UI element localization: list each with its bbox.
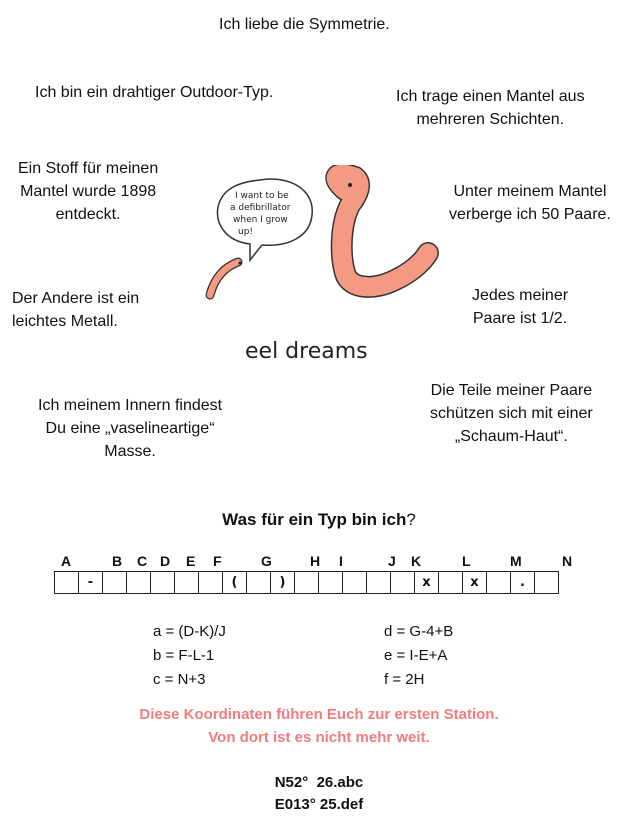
formulas-right [384,620,453,692]
formula-d: d = G-4+B [384,623,454,640]
eel-comic [200,165,440,370]
formula-e: e = I-E+A [384,647,448,664]
speech-line: a defibrillator [230,203,291,213]
clue-line: Der Andere ist ein [12,290,140,307]
hint-line-2: Von dort ist es nicht mehr weit. [208,729,430,746]
coordinate-north: N52° 26.abc [274,774,364,791]
grid-cell [367,572,391,594]
formula-b: b = F-L-1 [153,647,215,664]
letter-label: L [462,553,471,569]
clue-line: Masse. [104,443,156,460]
letter-label: N [562,553,573,569]
clue-line: Paare ist 1/2. [472,310,568,327]
speech-bubble [217,179,312,260]
clue-line: Mantel wurde 1898 [20,183,157,200]
clue-line: leichtes Metall. [12,313,118,330]
hint-line-1: Diese Koordinaten führen Euch zur ersten Station. [139,706,499,723]
speech-line: I want to be [235,191,289,201]
clue-foam [430,379,593,448]
clue-line: verberge ich 50 Paare. [449,206,611,223]
comic-caption: eel dreams [245,339,368,364]
big-eel [336,174,428,287]
grid-cell [343,572,367,594]
grid-cell [127,572,151,594]
grid-cell [199,572,223,594]
clue-vaseline [38,394,222,463]
grid-cell [439,572,463,594]
clue-line: mehreren Schichten. [416,111,565,128]
clue-line: Unter meinem Mantel [453,183,607,200]
clue-line: „Schaum-Haut“. [454,428,568,445]
grid-cell [319,572,343,594]
speech-line: when I grow [233,215,288,225]
formula-a: a = (D-K)/J [153,623,226,640]
grid-cell [247,572,271,594]
clue-half [472,284,568,330]
letter-label: F [213,553,222,569]
letter-label: H [310,553,321,569]
clue-discovered [18,157,158,226]
letter-label: G [261,553,272,569]
speech-line: up! [238,227,254,237]
page-title [0,508,638,531]
clue-pairs [449,180,611,226]
formula-c: c = N+3 [153,671,206,688]
letter-label: A [61,553,72,569]
grid-cell: ) [271,572,295,594]
clue-line: Die Teile meiner Paare [430,382,593,399]
clue-line: entdeckt. [55,206,121,223]
grid-cell: x [463,572,487,594]
grid-cell: . [511,572,535,594]
grid-cell [391,572,415,594]
clue-line: Ich trage einen Mantel aus [396,88,585,105]
letter-label: M [510,553,522,569]
grid-row [55,572,559,594]
letter-label: E [186,553,196,569]
grid-cell [55,572,79,594]
grid-cell [151,572,175,594]
formulas-left [153,620,226,692]
title-mark: ? [406,510,416,529]
grid-cell: - [79,572,103,594]
grid-cell [487,572,511,594]
letter-label: J [388,553,396,569]
letter-label: D [160,553,171,569]
clue-line: Ein Stoff für meinen [18,160,159,177]
clue-symmetry: Ich liebe die Symmetrie. [219,16,390,33]
clue-line: Jedes meiner [472,287,569,304]
coordinate-east: E013° 25.def [274,796,364,813]
grid-cell [103,572,127,594]
clue-coat-layers [396,85,585,131]
small-eel [210,262,242,296]
grid-cell [535,572,559,594]
clue-line: schützen sich mit einer [430,405,593,422]
letter-label: B [112,553,123,569]
grid-cell [295,572,319,594]
clue-line: Du eine „vaselineartige“ [45,420,215,437]
clue-light-metal [12,287,139,333]
letter-label: I [339,553,343,569]
grid-cell: x [415,572,439,594]
clue-outdoor: Ich bin ein drahtiger Outdoor-Typ. [35,84,274,101]
grid-cell [175,572,199,594]
letter-label: C [137,553,148,569]
answer-grid [54,571,559,594]
title-text: Was für ein Typ bin ich [222,510,407,529]
grid-cell: ( [223,572,247,594]
letter-label: K [411,553,422,569]
formula-f: f = 2H [384,671,425,688]
clue-line: Ich meinem Innern findest [38,397,223,414]
